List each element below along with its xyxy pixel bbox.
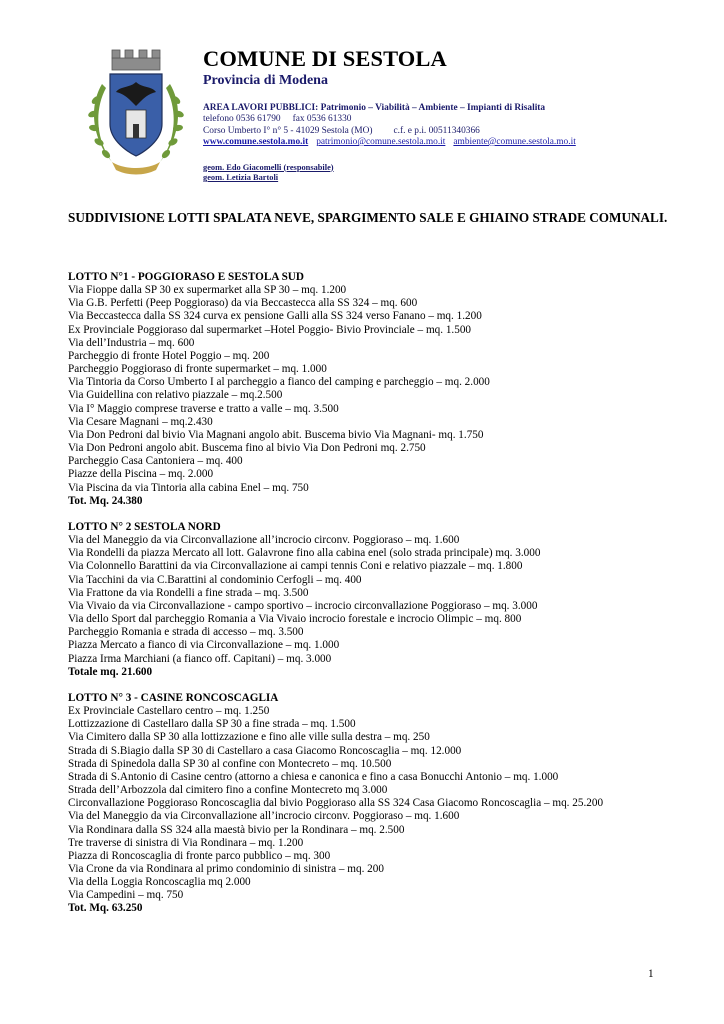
lot-item: Via Cimitero dalla SP 30 alla lottizzazione e fino alle ville sulla destra – mq. 250 <box>68 731 430 744</box>
lot-item: Strada di Spinedola dalla SP 30 al confine con Montecreto – mq. 10.500 <box>68 757 392 770</box>
lot-item: Parcheggio Casa Cantoniera – mq. 400 <box>68 455 243 468</box>
website-link[interactable]: www.comune.sestola.mo.it <box>203 137 309 147</box>
email-ambiente-link[interactable]: ambiente@comune.sestola.mo.it <box>453 137 576 147</box>
lot-item: Via Tacchini da via C.Barattini al condominio Cerfogli – mq. 400 <box>68 573 362 586</box>
staff-responsible: geom. Edo Giacomelli (responsabile) <box>203 162 334 172</box>
lot-title: LOTTO N° 3 - CASINE RONCOSCAGLIA <box>68 691 279 704</box>
lot-item: Strada dell’Arbozzola dal cimitero fino a confine Montecreto mq 3.000 <box>68 784 388 797</box>
contact-phones <box>203 114 703 126</box>
lot-item: Via Colonnello Barattini da via Circonvallazione ai campi tennis Coni e relativo piazzale – mq. 1.800 <box>68 560 523 573</box>
lot-total: Tot. Mq. 24.380 <box>68 494 143 507</box>
lot-item: Piazza Mercato a fianco di via Circonvallazione – mq. 1.000 <box>68 639 340 652</box>
lot-item: Via Campedini – mq. 750 <box>68 889 184 902</box>
lot-item: Via Tintoria da Corso Umberto I al parcheggio a fianco del camping e parcheggio – mq. 2.000 <box>68 376 490 389</box>
lot-item: Via Piscina da via Tintoria alla cabina Enel – mq. 750 <box>68 481 309 494</box>
lot-item: Via Don Pedroni dal bivio Via Magnani angolo abit. Buscema bivio Via Magnani- mq. 1.750 <box>68 428 484 441</box>
page-number: 1 <box>648 968 654 980</box>
lot-total: Tot. Mq. 63.250 <box>68 902 143 915</box>
fax: fax 0536 61330 <box>292 114 352 124</box>
lot-item: Parcheggio Romania e strada di accesso – mq. 3.500 <box>68 626 304 639</box>
lot-item: Piazza Irma Marchiani (a fianco off. Capitani) – mq. 3.000 <box>68 652 332 665</box>
lot-item: Via della Loggia Roncoscaglia mq 2.000 <box>68 876 251 889</box>
municipality-title: COMUNE DI SESTOLA <box>203 46 447 71</box>
lot-item: Parcheggio Poggioraso di fronte supermarket – mq. 1.000 <box>68 363 327 376</box>
telephone: telefono 0536 61790 <box>203 114 281 124</box>
lot-section-1 <box>68 271 698 508</box>
lot-item: Circonvallazione Poggioraso Roncoscaglia dal bivio Poggioraso alla SS 324 Casa Giacomo Roncoscaglia – mq. 25.200 <box>68 797 604 810</box>
email-patrimonio-link[interactable]: patrimonio@comune.sestola.mo.it <box>316 137 446 147</box>
lot-item: Via Cesare Magnani – mq.2.430 <box>68 415 213 428</box>
lot-section-2 <box>68 521 698 679</box>
province-name: Provincia di Modena <box>203 73 328 88</box>
lot-item: Via Rondinara dalla SS 324 alla maestà bivio per la Rondinara – mq. 2.500 <box>68 823 405 836</box>
lot-item: Via Frattone da via Rondelli a fine strada – mq. 3.500 <box>68 586 309 599</box>
lot-total: Totale mq. 21.600 <box>68 665 153 678</box>
lot-item: Ex Provinciale Poggioraso dal supermarket –Hotel Poggio- Bivio Provinciale – mq. 1.500 <box>68 323 472 336</box>
lot-item: Ex Provinciale Castellaro centro – mq. 1.250 <box>68 705 270 718</box>
lot-title: LOTTO N°1 - POGGIORASO E SESTOLA SUD <box>68 271 304 283</box>
department-area: AREA LAVORI PUBBLICI: Patrimonio – Viabilità – Ambiente – Impianti di Risalita <box>203 103 546 113</box>
lot-item: Via dell’Industria – mq. 600 <box>68 336 195 349</box>
lot-item: Parcheggio di fronte Hotel Poggio – mq. 200 <box>68 349 270 362</box>
lot-item: Via G.B. Perfetti (Peep Poggioraso) da via Beccastecca alla SS 324 – mq. 600 <box>68 297 418 310</box>
lot-item: Via Beccastecca dalla SS 324 curva ex pensione Galli alla SS 324 verso Fanano – mq. 1.200 <box>68 310 482 323</box>
lots-content <box>68 271 698 929</box>
contact-links <box>203 137 703 149</box>
lot-item: Via I° Maggio comprese traverse e tratto a valle – mq. 3.500 <box>68 402 339 415</box>
lot-title: LOTTO N° 2 SESTOLA NORD <box>68 520 221 533</box>
lot-item: Via Rondelli da piazza Mercato all lott. Galavrone fino alla cabina enel (solo strada principale) mq. 3.000 <box>68 547 541 560</box>
lot-item: Via dello Sport dal parcheggio Romania a Via Vivaio incrocio forestale e incrocio Olimpic – mq. 800 <box>68 613 522 626</box>
address-line <box>203 126 703 138</box>
lot-item: Via Crone da via Rondinara al primo condominio di sinistra – mq. 200 <box>68 863 384 875</box>
lot-item: Via Vivaio da via Circonvallazione - campo sportivo – incrocio circonvallazione Poggioraso – mq. 3.000 <box>68 599 538 612</box>
address: Corso Umberto I° n° 5 - 41029 Sestola (MO) <box>203 125 373 136</box>
lot-item: Piazza di Roncoscaglia di fronte parco pubblico – mq. 300 <box>68 849 331 862</box>
lot-item: Via del Maneggio da via Circonvallazione all’incrocio circonv. Poggioraso – mq. 1.600 <box>68 534 460 547</box>
lot-item: Via Guidellina con relativo piazzale – mq.2.500 <box>68 389 283 402</box>
lot-item: Via del Maneggio da via Circonvallazione all’incrocio circonv. Poggioraso – mq. 1.600 <box>68 810 460 823</box>
lot-item: Piazze della Piscina – mq. 2.000 <box>68 468 214 481</box>
document-title: SUDDIVISIONE LOTTI SPALATA NEVE, SPARGIMENTO SALE E GHIAINO STRADE COMUNALI. <box>68 210 668 225</box>
lot-item: Strada di S.Biagio dalla SP 30 di Castellaro a casa Giacomo Roncoscaglia – mq. 12.000 <box>68 744 462 757</box>
staff-member: geom. Letizia Bartoli <box>203 173 279 182</box>
lot-section-3 <box>68 692 698 916</box>
lot-item: Strada di S.Antonio di Casine centro (attorno a chiesa e canonica e fino a casa Bonucchi Antonio – mq. 1.000 <box>68 770 559 783</box>
coat-of-arms-crest <box>82 44 190 180</box>
lot-item: Via Don Pedroni angolo abit. Buscema fino al bivio Via Don Pedroni mq. 2.750 <box>68 442 426 455</box>
tax-code: c.f. e p.i. 00511340366 <box>393 125 480 136</box>
lot-item: Tre traverse di sinistra di Via Rondinara – mq. 1.200 <box>68 836 304 849</box>
letterhead <box>203 46 703 184</box>
lot-item: Lottizzazione di Castellaro dalla SP 30 a fine strada – mq. 1.500 <box>68 718 356 731</box>
lot-item: Via Fioppe dalla SP 30 ex supermarket alla SP 30 – mq. 1.200 <box>68 284 347 297</box>
